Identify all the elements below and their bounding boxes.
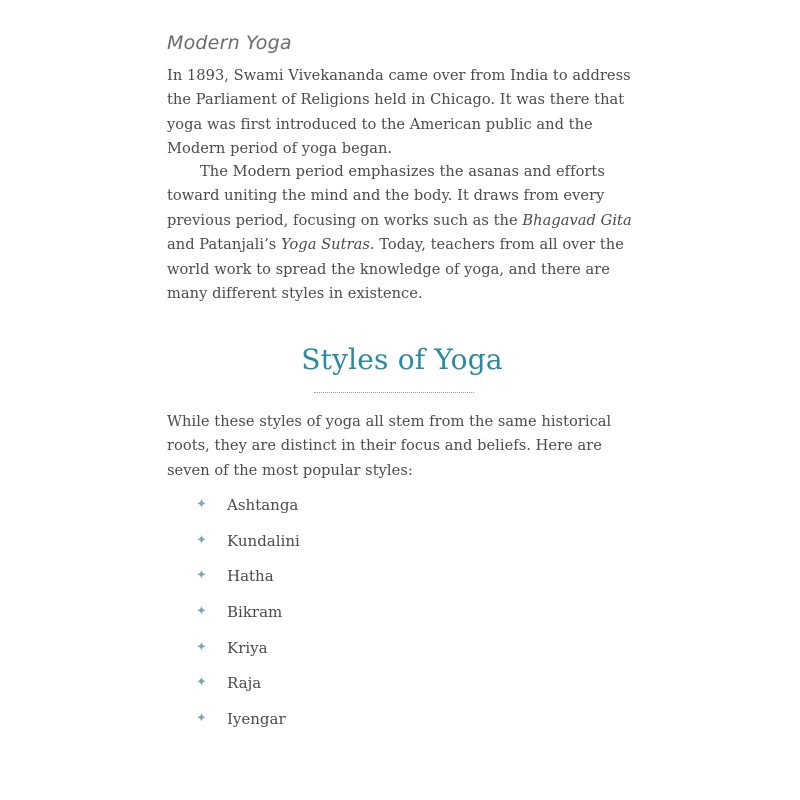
- book-title-yoga-sutras: Yoga Sutras: [281, 236, 370, 254]
- subheading-modern-yoga: Modern Yoga: [167, 32, 292, 54]
- list-item-label: Hatha: [227, 567, 274, 586]
- dotted-divider: [314, 392, 474, 393]
- paragraph-intro: While these styles of yoga all stem from the same historical roots, they are distinct in their focus and beliefs. Here are seven of the most popular styles:: [167, 413, 612, 479]
- paragraph-text: and Patanjali’s: [167, 236, 282, 254]
- list-item-label: Iyengar: [227, 710, 286, 729]
- four-point-star-icon: ✦: [196, 604, 207, 620]
- list-item-label: Raja: [227, 674, 262, 693]
- paragraph-history: In 1893, Swami Vivekananda came over from India to address the Parliament of Religions held in Chicago. It was there that yoga was first introduced to the American public and the Modern period of yoga began.: [167, 67, 631, 158]
- four-point-star-icon: ✦: [196, 711, 207, 727]
- section-heading: Styles of Yoga: [301, 343, 503, 376]
- four-point-star-icon: ✦: [196, 639, 207, 655]
- list-item-label: Kriya: [227, 638, 268, 657]
- paragraph-text: . Today, teachers from all over the world work to spread the knowledge of yoga, and there are many different styles in existence.: [167, 236, 624, 303]
- four-point-star-icon: ✦: [196, 532, 207, 548]
- list-item-label: Ashtanga: [227, 496, 299, 514]
- list-item-label: Bikram: [227, 603, 283, 622]
- list-item-label: Kundalini: [227, 531, 300, 550]
- four-point-star-icon: ✦: [196, 675, 207, 691]
- four-point-star-icon: ✦: [196, 568, 207, 584]
- four-point-star-icon: ✦: [196, 497, 207, 512]
- book-title-bhagavad-gita: Bhagavad Gita: [522, 211, 632, 229]
- paragraph-text: The Modern period emphasizes the asanas and efforts toward uniting the mind and the body. It draws from every previous period, focusing on works such as the: [167, 163, 605, 229]
- paragraph-modern-period: [167, 160, 637, 306]
